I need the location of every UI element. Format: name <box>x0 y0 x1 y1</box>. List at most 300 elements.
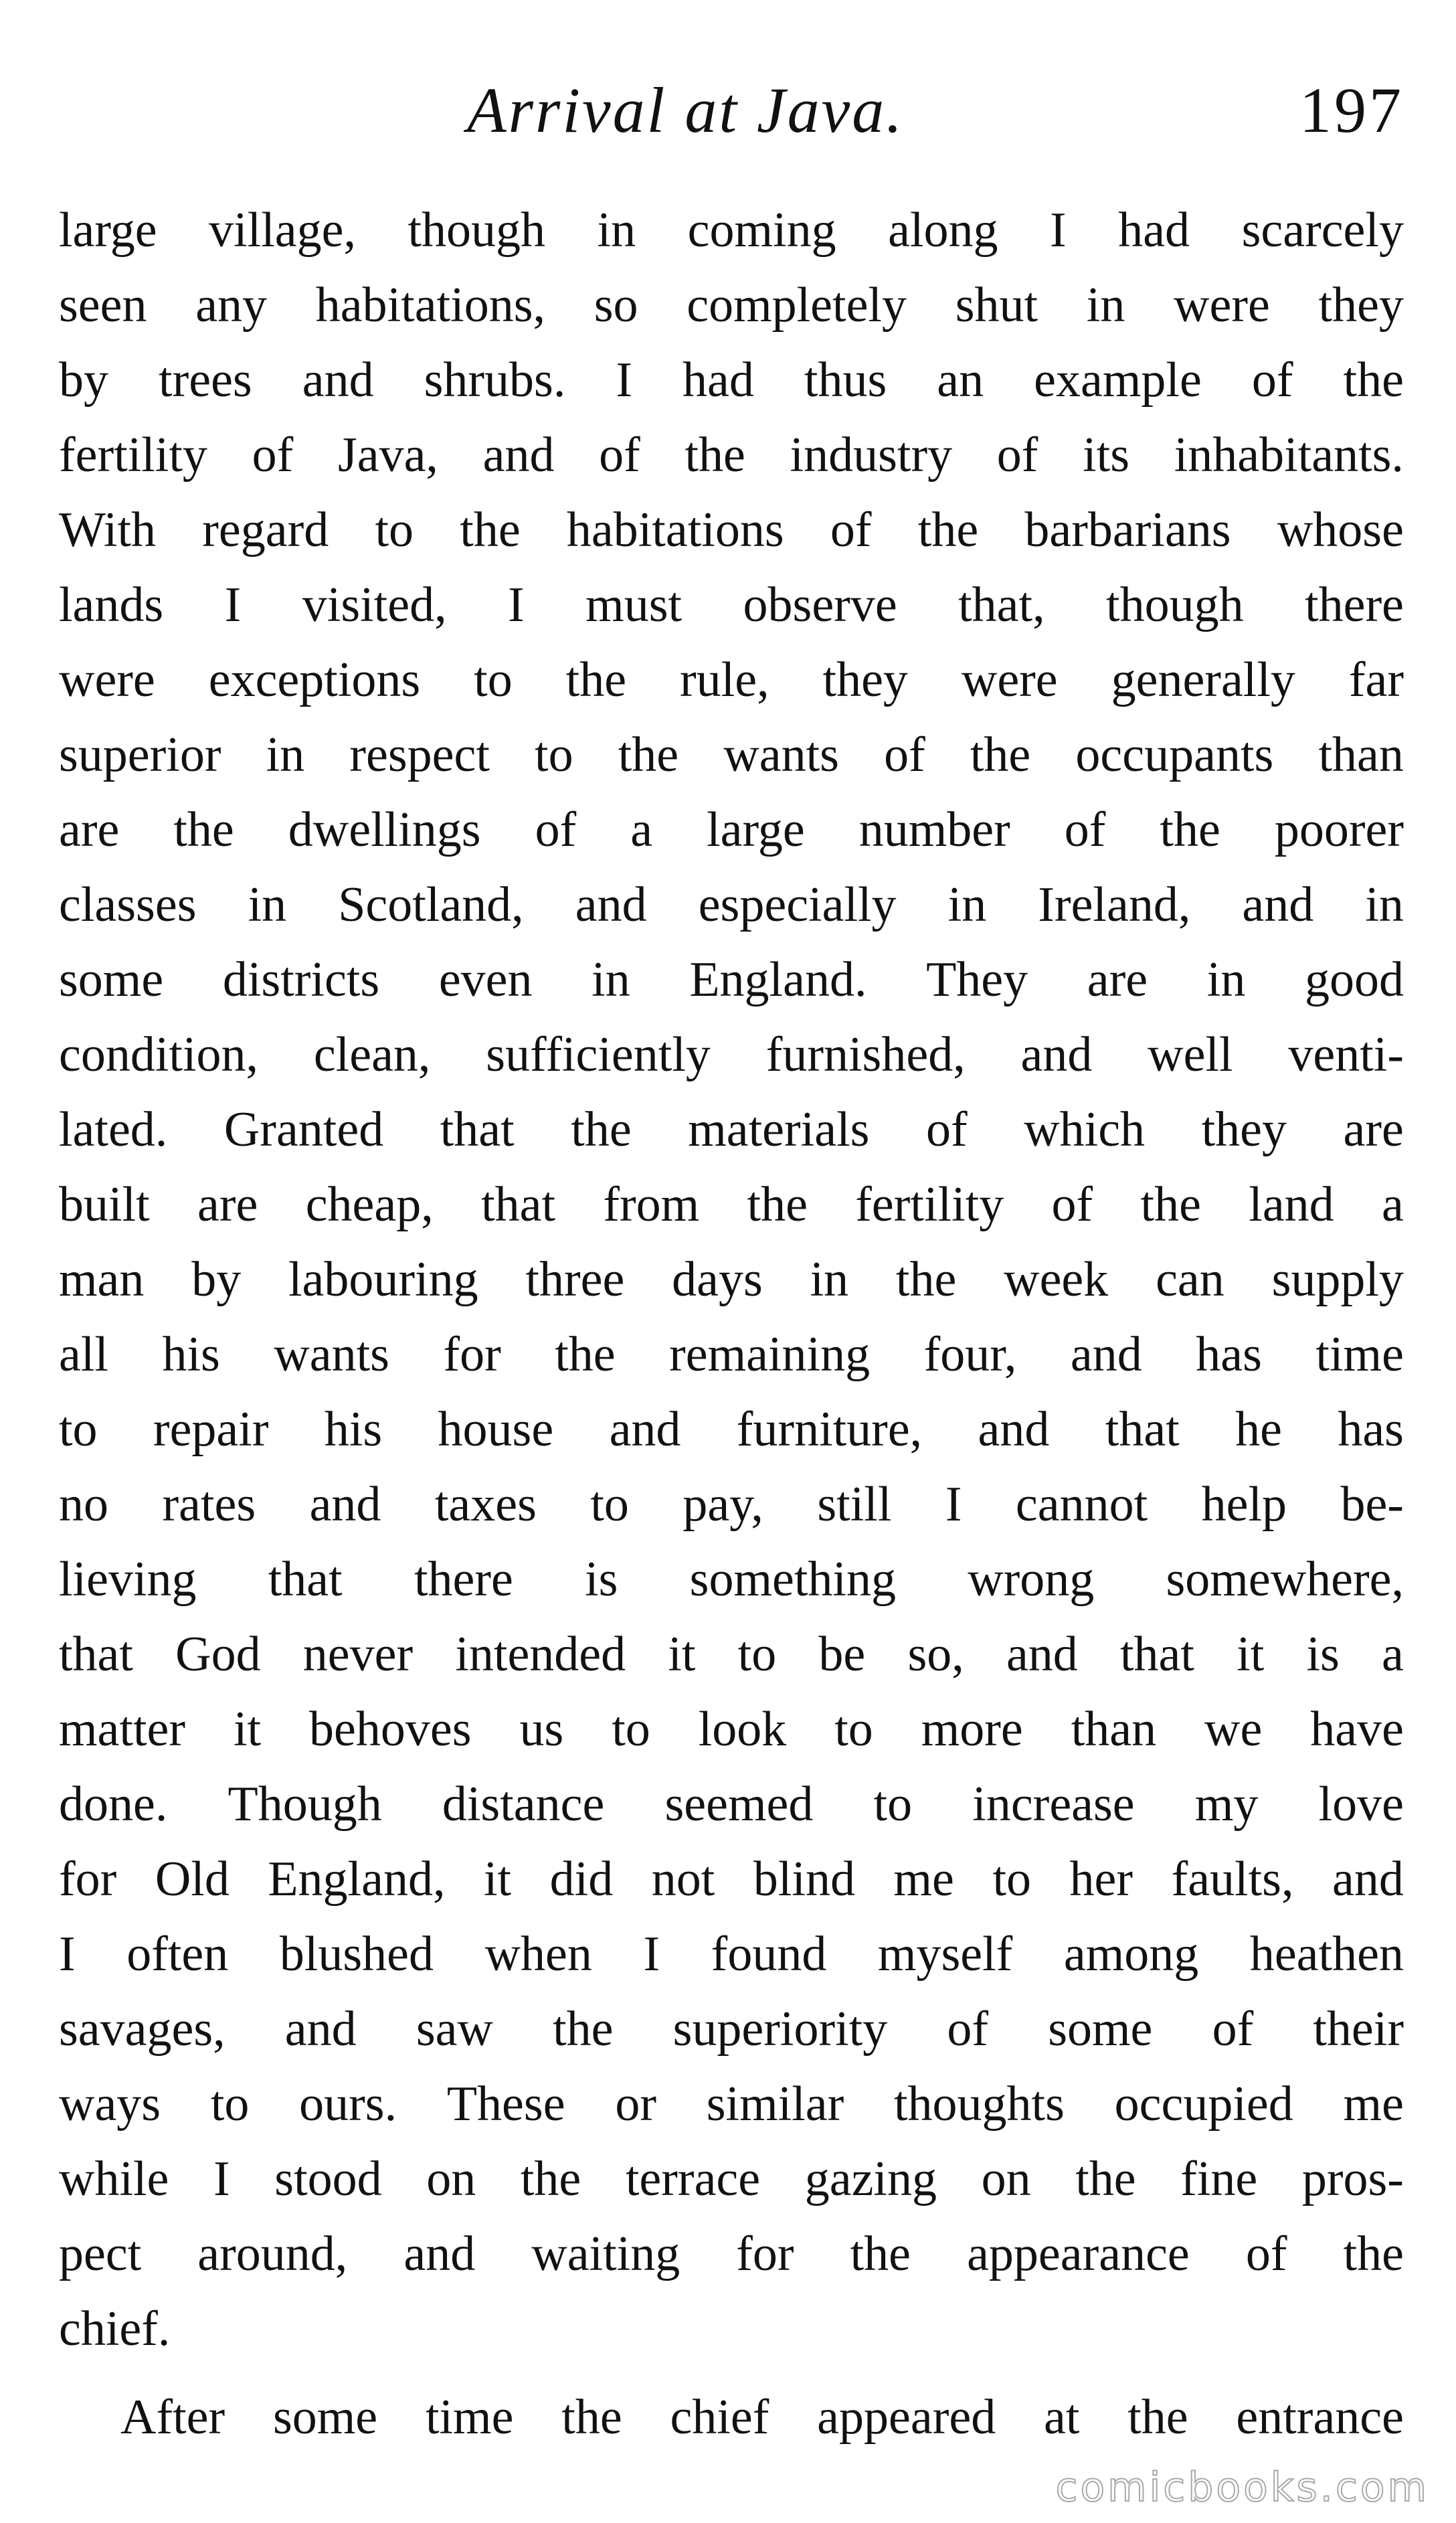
word: though <box>1106 578 1244 632</box>
word: a <box>630 802 653 857</box>
word: and <box>1070 1327 1142 1382</box>
word: there <box>1305 578 1404 632</box>
word: After <box>120 2390 225 2445</box>
word: superior <box>59 727 221 782</box>
word: venti- <box>1288 1027 1404 1082</box>
word: thoughts <box>894 2077 1065 2132</box>
word: entrance <box>1236 2390 1404 2445</box>
word: furniture, <box>736 1402 923 1457</box>
word: that <box>481 1177 556 1232</box>
word: are <box>59 802 120 857</box>
word: its <box>1083 428 1130 483</box>
running-header <box>59 67 1404 154</box>
word: far <box>1348 652 1404 707</box>
word: often <box>126 1927 229 1982</box>
word: ways <box>59 2077 161 2132</box>
word: Old <box>155 1852 230 1907</box>
word: gazing <box>804 2152 937 2206</box>
word: and <box>403 2227 476 2281</box>
text-line <box>59 493 1404 568</box>
word: at <box>1044 2390 1080 2445</box>
word: the <box>561 2390 622 2445</box>
word: wants <box>274 1327 389 1382</box>
word: land <box>1249 1177 1334 1232</box>
word: remaining <box>669 1327 871 1382</box>
word: myself <box>877 1927 1013 1982</box>
word: his <box>162 1327 220 1382</box>
word: thus <box>804 353 887 408</box>
word: still <box>817 1477 892 1532</box>
word: among <box>1063 1927 1199 1982</box>
word: for <box>736 2227 794 2281</box>
word: blushed <box>279 1927 434 1982</box>
text-line <box>59 1242 1404 1317</box>
word: clean, <box>313 1027 431 1082</box>
word: and <box>1006 1627 1078 1682</box>
word: especially <box>698 877 897 932</box>
word: terrace <box>625 2152 761 2206</box>
word: and <box>482 428 555 483</box>
text-line <box>59 1317 1404 1392</box>
word: classes <box>59 877 197 932</box>
watermark: comicbooks.com <box>1055 2464 1429 2511</box>
word: pect <box>59 2227 142 2281</box>
word: taxes <box>434 1477 537 1532</box>
word: lated. <box>59 1102 168 1157</box>
word: and <box>302 353 374 408</box>
text-line <box>59 2142 1404 2216</box>
word: it <box>484 1852 512 1907</box>
word: Java, <box>337 428 438 483</box>
text-line <box>59 942 1404 1017</box>
word: me <box>1343 2077 1404 2132</box>
word: whose <box>1277 503 1404 557</box>
word: never <box>302 1627 414 1682</box>
word: four, <box>923 1327 1017 1382</box>
word: her <box>1069 1852 1133 1907</box>
word: condition, <box>59 1027 259 1082</box>
word: of <box>1251 353 1293 408</box>
text-line <box>59 268 1404 343</box>
word: that <box>1119 1627 1194 1682</box>
word: of <box>535 802 577 857</box>
word: and <box>978 1402 1050 1457</box>
word: my <box>1194 1777 1259 1832</box>
text-line <box>59 1842 1404 1917</box>
word: his <box>324 1402 383 1457</box>
word: we <box>1204 1702 1263 1757</box>
word: their <box>1313 2002 1404 2057</box>
word: the <box>1075 2152 1136 2206</box>
word: similar <box>706 2077 844 2132</box>
word: in <box>1086 278 1125 333</box>
word: appearance <box>967 2227 1190 2281</box>
word: even <box>438 952 533 1007</box>
word: rates <box>162 1477 256 1532</box>
word: help <box>1201 1477 1287 1532</box>
word: in <box>266 727 305 782</box>
word: I <box>945 1477 962 1532</box>
text-line <box>59 1617 1404 1692</box>
word: habitations <box>566 503 784 557</box>
word: an <box>937 353 984 408</box>
paragraph <box>59 193 1404 2366</box>
word: week <box>1004 1252 1109 1307</box>
word: inhabitants. <box>1174 428 1404 483</box>
word: can <box>1156 1252 1224 1307</box>
word: I <box>616 353 633 408</box>
text-line <box>59 568 1404 642</box>
word: to <box>375 503 414 557</box>
text-line <box>59 642 1404 717</box>
word: lieving <box>59 1552 197 1607</box>
word: of <box>1064 802 1106 857</box>
word: while <box>59 2152 169 2206</box>
text-line <box>59 343 1404 418</box>
word: seen <box>59 278 147 333</box>
word: well <box>1148 1027 1233 1082</box>
word: labouring <box>288 1252 478 1307</box>
word: built <box>59 1177 150 1232</box>
word: a <box>1382 1177 1404 1232</box>
word: generally <box>1111 652 1295 707</box>
word: behoves <box>309 1702 472 1757</box>
word: I <box>213 2152 230 2206</box>
word: the <box>1343 2227 1404 2281</box>
word: large <box>59 203 157 258</box>
word: savages, <box>59 2002 225 2057</box>
text-line <box>59 1167 1404 1242</box>
word: ours. <box>299 2077 397 2132</box>
word: that <box>440 1102 515 1157</box>
word: scarcely <box>1241 203 1404 258</box>
word: fine <box>1180 2152 1258 2206</box>
word: found <box>711 1927 827 1982</box>
word: the <box>555 1327 616 1382</box>
word: I <box>1050 203 1067 258</box>
word: and <box>575 877 647 932</box>
word: time <box>1315 1327 1404 1382</box>
word: were <box>961 652 1058 707</box>
word: he <box>1235 1402 1282 1457</box>
word: I <box>59 1927 76 1982</box>
word: from <box>603 1177 700 1232</box>
word: chief. <box>59 2301 171 2356</box>
word: on <box>426 2152 476 2206</box>
word: by <box>191 1252 242 1307</box>
word: are <box>1087 952 1148 1007</box>
word: coming <box>687 203 836 258</box>
word: the <box>685 428 745 483</box>
word: increase <box>972 1777 1135 1832</box>
word: I <box>224 578 242 632</box>
word: seemed <box>664 1777 814 1832</box>
word: had <box>682 353 754 408</box>
word: regard <box>202 503 329 557</box>
word: heathen <box>1249 1927 1404 1982</box>
word: to <box>535 727 573 782</box>
word: some <box>272 2390 378 2445</box>
word: appeared <box>817 2390 996 2445</box>
word: us <box>519 1702 564 1757</box>
word: they <box>822 652 908 707</box>
word: when <box>484 1927 592 1982</box>
word: wants <box>723 727 839 782</box>
word: Ireland, <box>1038 877 1191 932</box>
word: it <box>233 1702 262 1757</box>
word: number <box>858 802 1010 857</box>
word: visited, <box>302 578 447 632</box>
word: observe <box>743 578 897 632</box>
word: to <box>992 1852 1031 1907</box>
word: the <box>460 503 521 557</box>
word: and <box>1332 1852 1404 1907</box>
word: repair <box>153 1402 269 1457</box>
word: the <box>1127 2390 1188 2445</box>
page-number: 197 <box>1299 74 1404 146</box>
word: in <box>1365 877 1404 932</box>
word: man <box>59 1252 145 1307</box>
word: habitations, <box>315 278 545 333</box>
word: faults, <box>1171 1852 1294 1907</box>
word: industry <box>790 428 953 483</box>
text-line <box>59 867 1404 942</box>
word: matter <box>59 1702 186 1757</box>
word: the <box>520 2152 581 2206</box>
word: the <box>1343 353 1404 408</box>
word: completely <box>687 278 907 333</box>
word: trees <box>159 353 252 408</box>
word: something <box>689 1552 896 1607</box>
word: of <box>830 503 872 557</box>
word: the <box>850 2227 911 2281</box>
word: example <box>1034 353 1202 408</box>
word: in <box>592 952 630 1007</box>
word: of <box>996 428 1038 483</box>
word: waiting <box>531 2227 680 2281</box>
text-line <box>59 1992 1404 2067</box>
word: no <box>59 1477 108 1532</box>
word: more <box>921 1702 1023 1757</box>
word: are <box>197 1177 258 1232</box>
word: any <box>195 278 268 333</box>
word: is <box>585 1552 618 1607</box>
word: These <box>446 2077 565 2132</box>
word: exceptions <box>208 652 421 707</box>
word: poorer <box>1274 802 1404 857</box>
text-line <box>59 1467 1404 1542</box>
word: the <box>571 1102 632 1157</box>
word: the <box>618 727 679 782</box>
word: lands <box>59 578 164 632</box>
word: to <box>59 1402 98 1457</box>
word: in <box>597 203 636 258</box>
word: cheap, <box>305 1177 434 1232</box>
word: that <box>268 1552 343 1607</box>
word: they <box>1318 278 1404 333</box>
word: barbarians <box>1024 503 1231 557</box>
word: than <box>1071 1702 1157 1757</box>
word: of <box>884 727 925 782</box>
word: supply <box>1271 1252 1404 1307</box>
word: of <box>599 428 640 483</box>
word: They <box>926 952 1028 1007</box>
word: though <box>407 203 546 258</box>
word: look <box>698 1702 787 1757</box>
word: distance <box>442 1777 605 1832</box>
word: so, <box>907 1627 964 1682</box>
text-line <box>59 193 1404 268</box>
word: in <box>810 1252 849 1307</box>
word: of <box>925 1102 968 1157</box>
word: to <box>590 1477 629 1532</box>
word: or <box>615 2077 656 2132</box>
word: of <box>1051 1177 1093 1232</box>
word: occupied <box>1114 2077 1293 2132</box>
running-title: Arrival at Java. <box>467 74 905 146</box>
word: wrong <box>968 1552 1095 1607</box>
word: the <box>970 727 1031 782</box>
word: and <box>1242 877 1314 932</box>
word: did <box>549 1852 614 1907</box>
word: there <box>414 1552 513 1607</box>
word: I <box>508 578 525 632</box>
word: it <box>1237 1627 1265 1682</box>
word: village, <box>209 203 356 258</box>
word: the <box>565 652 627 707</box>
word: have <box>1310 1702 1404 1757</box>
word: love <box>1318 1777 1404 1832</box>
word: house <box>438 1402 554 1457</box>
word: on <box>981 2152 1031 2206</box>
word: shut <box>955 278 1038 333</box>
word: not <box>651 1852 715 1907</box>
word: rule, <box>680 652 769 707</box>
word: of <box>1212 2002 1254 2057</box>
word: shrubs. <box>424 353 566 408</box>
word: is <box>1306 1627 1340 1682</box>
word: all <box>59 1327 108 1382</box>
word: occupants <box>1075 727 1274 782</box>
word: God <box>175 1627 261 1682</box>
word: districts <box>222 952 380 1007</box>
word: dwellings <box>288 802 481 857</box>
word: fertility <box>855 1177 1004 1232</box>
word: of <box>252 428 294 483</box>
text-line <box>59 2380 1404 2455</box>
word: the <box>1160 802 1220 857</box>
text-line <box>59 792 1404 867</box>
text-line <box>59 1542 1404 1617</box>
word: the <box>1140 1177 1201 1232</box>
paragraph <box>59 2380 1404 2455</box>
word: With <box>59 503 157 557</box>
word: had <box>1118 203 1190 258</box>
word: in <box>947 877 987 932</box>
word: stood <box>274 2152 382 2206</box>
word: superiority <box>672 2002 888 2057</box>
word: and <box>309 1477 381 1532</box>
word: to <box>737 1627 777 1682</box>
word: must <box>585 578 682 632</box>
word: which <box>1024 1102 1146 1157</box>
word: the <box>895 1252 957 1307</box>
word: that, <box>958 578 1045 632</box>
word: were <box>1174 278 1270 333</box>
word: materials <box>688 1102 870 1157</box>
word: the <box>553 2002 614 2057</box>
word: that <box>1105 1402 1180 1457</box>
word: Scotland, <box>338 877 524 932</box>
text-line <box>59 2216 1404 2291</box>
word: of <box>1245 2227 1287 2281</box>
word: has <box>1338 1402 1404 1457</box>
word: Though <box>227 1777 382 1832</box>
word: furnished, <box>765 1027 966 1082</box>
word: blind <box>753 1852 855 1907</box>
word: saw <box>416 2002 493 2057</box>
word: than <box>1318 727 1404 782</box>
text-line <box>59 717 1404 792</box>
text-line <box>59 418 1404 493</box>
word: me <box>893 1852 954 1907</box>
word: some <box>59 952 164 1007</box>
word: for <box>443 1327 501 1382</box>
word: were <box>59 652 155 707</box>
word: are <box>1343 1102 1404 1157</box>
word: done. <box>59 1777 168 1832</box>
word: they <box>1201 1102 1287 1157</box>
word: sufficiently <box>486 1027 711 1082</box>
word: England, <box>268 1852 446 1907</box>
word: the <box>173 802 234 857</box>
word: and <box>1020 1027 1093 1082</box>
word: to <box>834 1702 873 1757</box>
word: along <box>888 203 998 258</box>
word: that <box>59 1627 133 1682</box>
word: intended <box>455 1627 626 1682</box>
word: to <box>474 652 513 707</box>
text-line <box>59 1017 1404 1092</box>
word: I <box>643 1927 660 1982</box>
word: around, <box>197 2227 348 2281</box>
text-line <box>59 1692 1404 1767</box>
word: to <box>612 1702 650 1757</box>
word: of <box>947 2002 989 2057</box>
word: England. <box>689 952 867 1007</box>
word: good <box>1304 952 1404 1007</box>
word: be- <box>1340 1477 1404 1532</box>
word: days <box>672 1252 763 1307</box>
word: so <box>594 278 638 333</box>
text-line <box>59 1392 1404 1467</box>
word: in <box>248 877 287 932</box>
word: chief <box>670 2390 769 2445</box>
text-line <box>59 2291 1404 2366</box>
text-line <box>59 1767 1404 1842</box>
word: it <box>668 1627 696 1682</box>
word: in <box>1206 952 1246 1007</box>
word: pay, <box>682 1477 763 1532</box>
word: large <box>707 802 805 857</box>
paragraph-gap <box>59 2366 1404 2380</box>
word: and <box>284 2002 357 2057</box>
word: three <box>525 1252 625 1307</box>
word: to <box>210 2077 250 2132</box>
body-text <box>59 193 1404 2455</box>
word: pros- <box>1301 2152 1404 2206</box>
word: some <box>1048 2002 1153 2057</box>
